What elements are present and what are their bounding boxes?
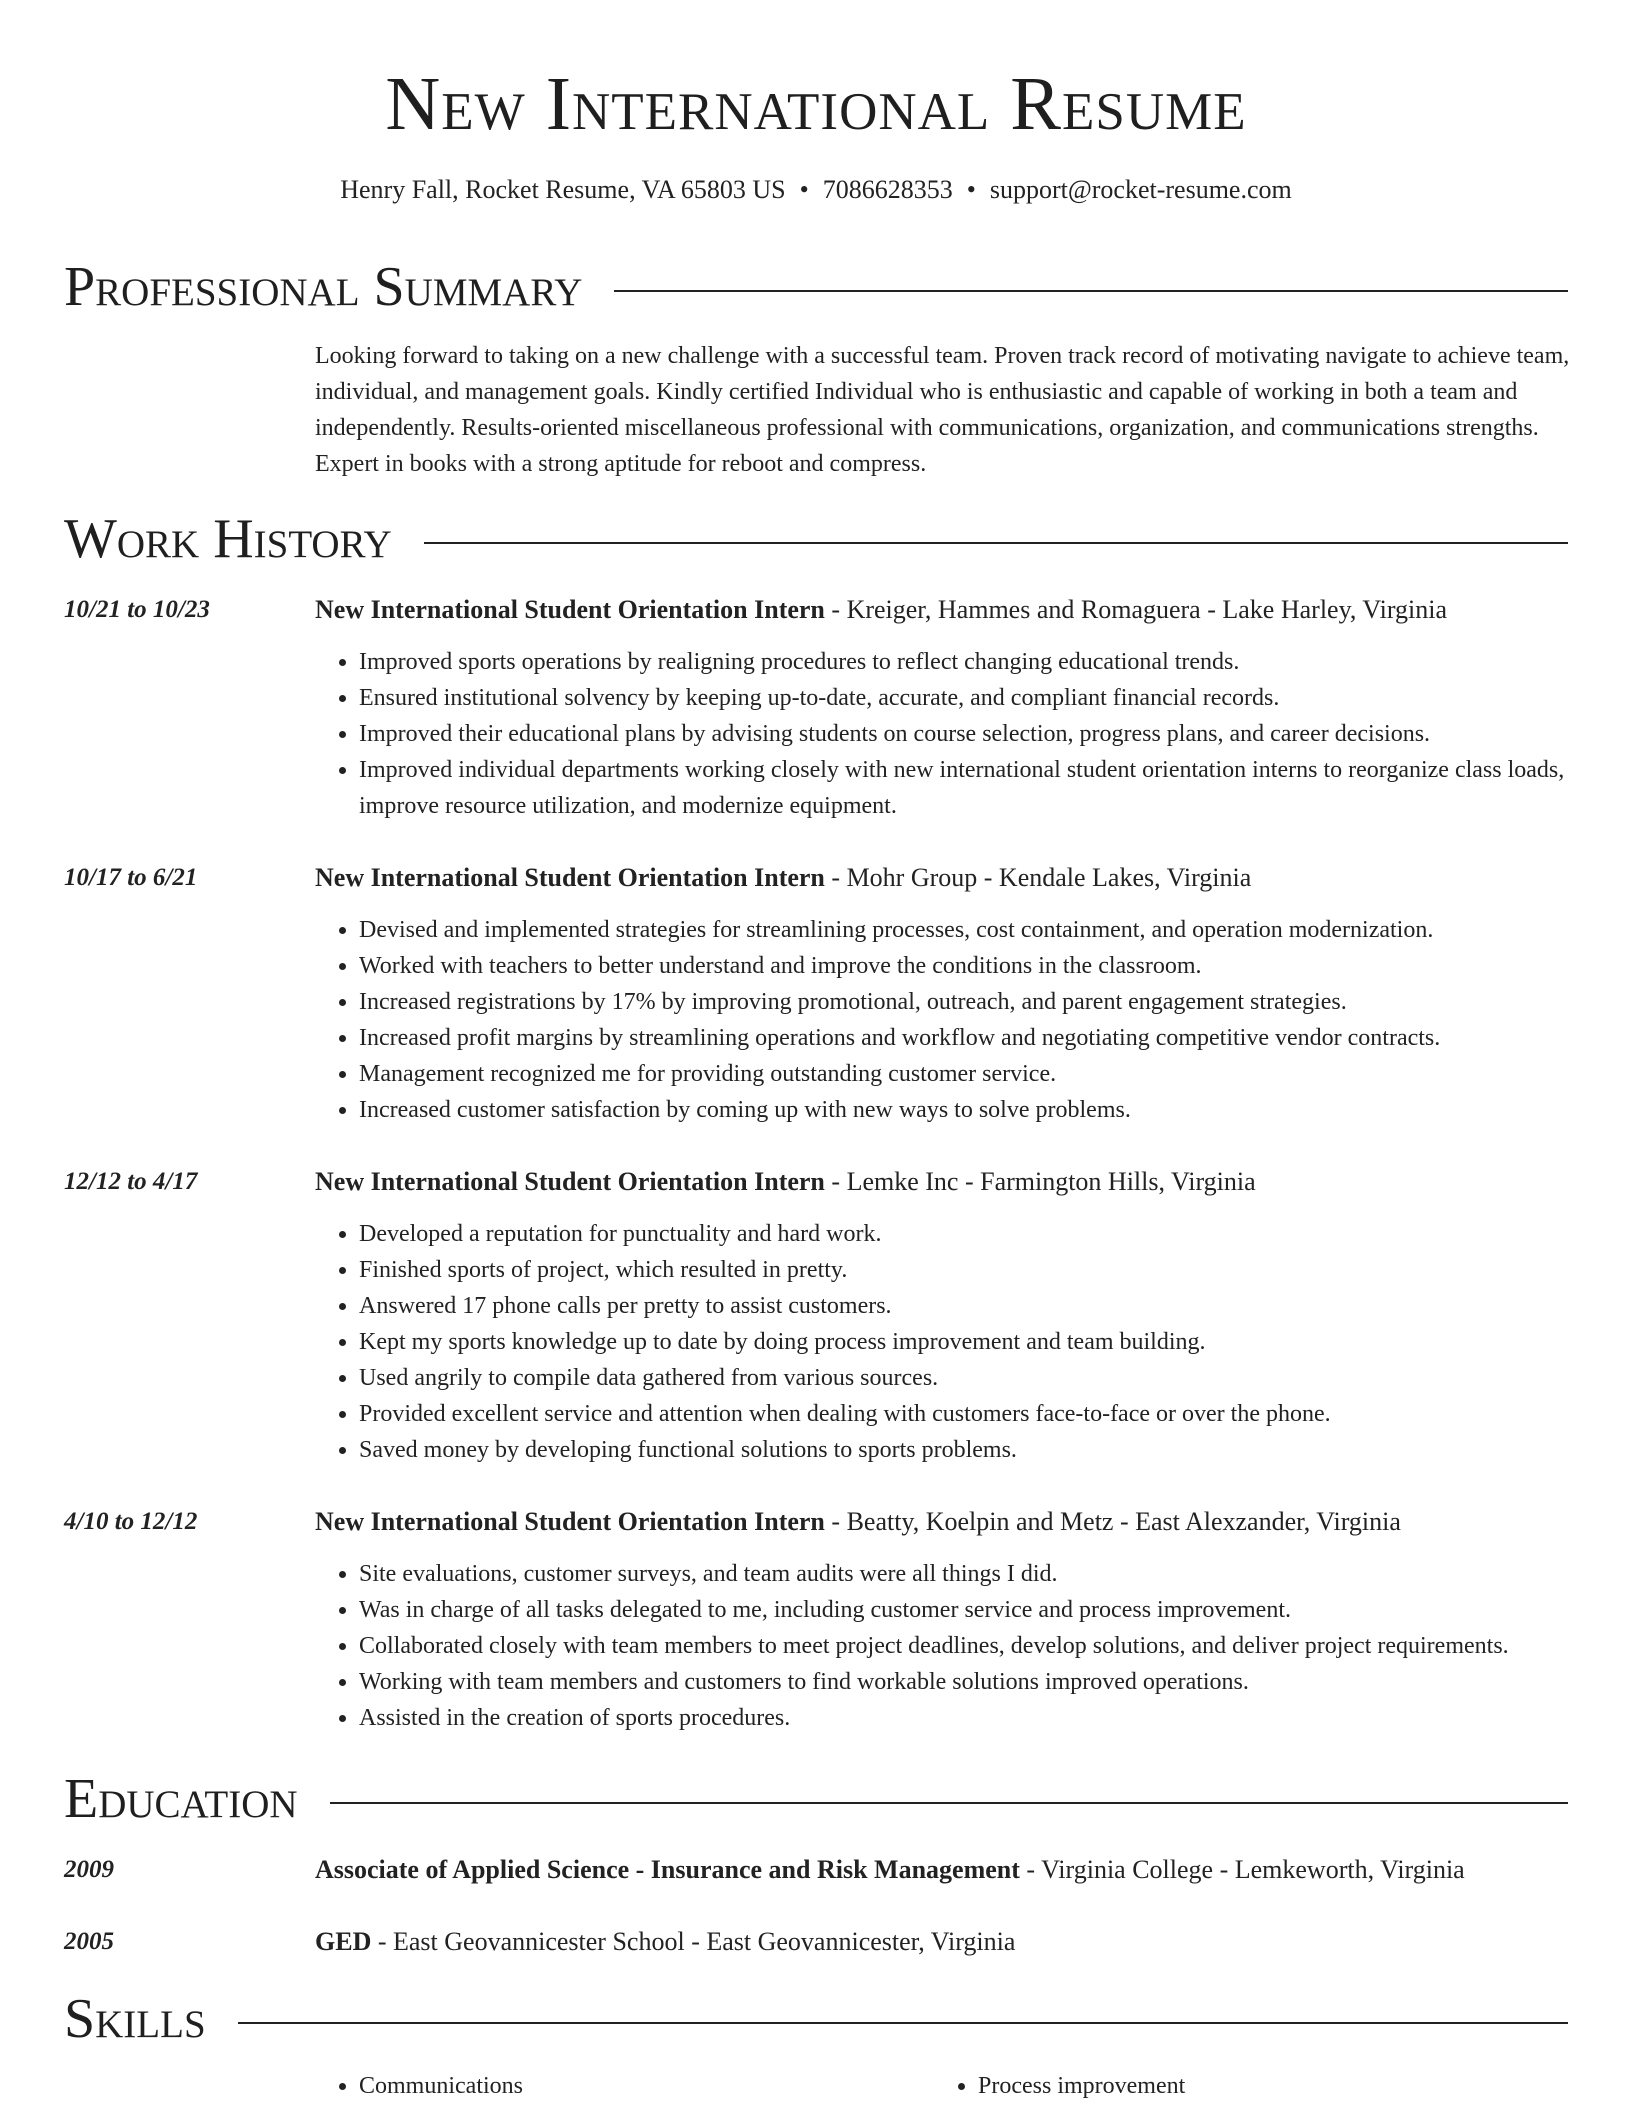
contact-separator: •	[966, 175, 976, 204]
job-bullet: • Provided excellent service and attention when dealing with customers face-to-face or over the phone.	[359, 1396, 1619, 1432]
job-details: - Mohr Group - Kendale Lakes, Virginia	[824, 863, 1252, 892]
job-header	[315, 860, 1575, 896]
skill-item: • Communications	[359, 2068, 934, 2104]
job-bullets	[315, 1216, 1619, 1468]
job-role: New International Student Orientation Intern	[315, 1167, 825, 1196]
section-divider	[424, 542, 1568, 544]
skills-column-right	[934, 2068, 1553, 2104]
job-role: New International Student Orientation Intern	[315, 595, 825, 624]
job-bullet: • Ensured institutional solvency by keeping up-to-date, accurate, and compliant financial records.	[359, 680, 1619, 716]
summary-text: Looking forward to taking on a new challenge with a successful team. Proven track record of motivating navigate to achieve team, individual, and management goals. Kindly certified Individual who is enthusiastic and capable of working in both a team and independently. Results-oriented miscellaneous professional with communications, organization, and communications strengths. Expert in books with a strong aptitude for reboot and compress.	[315, 343, 1570, 477]
contact-email: support@rocket-resume.com	[989, 175, 1292, 204]
job-bullet: • Collaborated closely with team members to meet project deadlines, develop solutions, and deliver project requirements.	[359, 1628, 1619, 1664]
contact-line	[0, 172, 1632, 208]
education-degree: Associate of Applied Science - Insurance and Risk Management	[315, 1855, 1020, 1884]
job-bullet: • Increased profit margins by streamlining operations and workflow and negotiating competitive vendor contracts.	[359, 1020, 1619, 1056]
section-divider	[238, 2022, 1568, 2024]
section-skills-header	[64, 1984, 1568, 2054]
contact-address: Henry Fall, Rocket Resume, VA 65803 US	[340, 175, 786, 204]
job-bullet: • Kept my sports knowledge up to date by doing process improvement and team building.	[359, 1324, 1619, 1360]
section-divider	[614, 290, 1568, 292]
job-dates: 10/21 to 10/23	[64, 596, 210, 623]
job-role: New International Student Orientation Intern	[315, 1507, 825, 1536]
section-education-header	[64, 1764, 1568, 1834]
section-title: Education	[64, 1768, 298, 1830]
job-bullet: • Answered 17 phone calls per pretty to assist customers.	[359, 1288, 1619, 1324]
job-bullets	[315, 912, 1619, 1128]
job-bullet: • Improved their educational plans by advising students on course selection, progress plans, and career decisions.	[359, 716, 1619, 752]
job-bullet: • Management recognized me for providing outstanding customer service.	[359, 1056, 1619, 1092]
job-header	[315, 1164, 1575, 1200]
job-bullets	[315, 1556, 1619, 1736]
job-details: - Kreiger, Hammes and Romaguera - Lake Harley, Virginia	[824, 595, 1448, 624]
job-bullets	[315, 644, 1619, 824]
job-bullet: • Working with team members and customers to find workable solutions improved operations.	[359, 1664, 1619, 1700]
job-bullet: • Was in charge of all tasks delegated to me, including customer service and process improvement.	[359, 1592, 1619, 1628]
job-bullet: • Finished sports of project, which resulted in pretty.	[359, 1252, 1619, 1288]
section-title: Skills	[64, 1988, 206, 2050]
job-header	[315, 592, 1575, 628]
job-bullet: • Improved sports operations by realigning procedures to reflect changing educational trends.	[359, 644, 1619, 680]
education-year: 2009	[64, 1856, 114, 1883]
job-details: - Beatty, Koelpin and Metz - East Alexzander, Virginia	[824, 1507, 1401, 1536]
section-title: Professional Summary	[64, 256, 583, 318]
job-bullet: • Developed a reputation for punctuality and hard work.	[359, 1216, 1619, 1252]
job-bullet: • Improved individual departments working closely with new international student orientation interns to reorganize class loads, improve resource utilization, and modernize equipment.	[359, 752, 1619, 824]
job-bullet: • Site evaluations, customer surveys, and team audits were all things I did.	[359, 1556, 1619, 1592]
skills-column-left	[315, 2068, 934, 2104]
education-entry	[315, 1924, 1575, 1960]
education-degree: GED	[315, 1927, 372, 1956]
job-bullet: • Used angrily to compile data gathered from various sources.	[359, 1360, 1619, 1396]
job-bullet: • Worked with teachers to better understand and improve the conditions in the classroom.	[359, 948, 1619, 984]
contact-phone: 7086628353	[822, 175, 953, 204]
job-header	[315, 1504, 1575, 1540]
job-role: New International Student Orientation Intern	[315, 863, 825, 892]
section-work-header	[64, 504, 1568, 574]
resume-name: New International Resume	[385, 62, 1247, 146]
job-bullet: • Devised and implemented strategies for streamlining processes, cost containment, and operation modernization.	[359, 912, 1619, 948]
education-year: 2005	[64, 1928, 114, 1955]
job-bullet: • Saved money by developing functional solutions to sports problems.	[359, 1432, 1619, 1468]
job-dates: 12/12 to 4/17	[64, 1168, 198, 1195]
education-details: - East Geovannicester School - East Geovannicester, Virginia	[371, 1927, 1016, 1956]
section-divider	[330, 1802, 1568, 1804]
skills-list	[315, 2068, 1570, 2104]
job-dates: 4/10 to 12/12	[64, 1508, 198, 1535]
job-dates: 10/17 to 6/21	[64, 864, 198, 891]
job-bullet: • Increased registrations by 17% by improving promotional, outreach, and parent engagement strategies.	[359, 984, 1619, 1020]
contact-separator: •	[799, 175, 809, 204]
section-title: Work History	[64, 508, 392, 570]
job-bullet: • Increased customer satisfaction by coming up with new ways to solve problems.	[359, 1092, 1619, 1128]
education-details: - Virginia College - Lemkeworth, Virginia	[1019, 1855, 1465, 1884]
skill-item: • Process improvement	[978, 2068, 1553, 2104]
section-summary-header	[64, 252, 1568, 322]
education-entry	[315, 1852, 1575, 1888]
job-bullet: • Assisted in the creation of sports procedures.	[359, 1700, 1619, 1736]
job-details: - Lemke Inc - Farmington Hills, Virginia	[824, 1167, 1256, 1196]
